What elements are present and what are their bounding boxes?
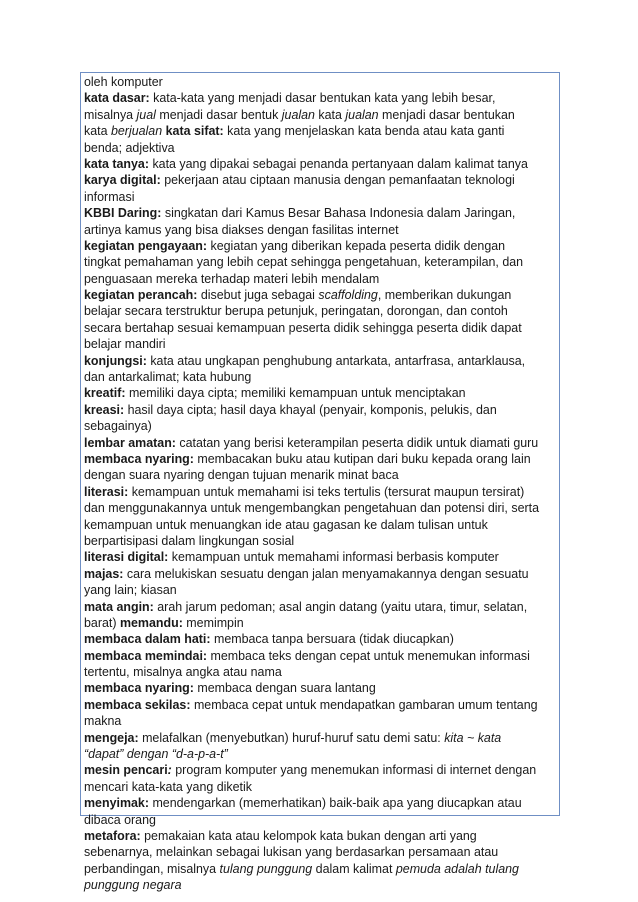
glossary-text: membaca tanpa bersuara (tidak diucapkan) <box>210 632 454 647</box>
glossary-text: dengan suara nyaring dengan tujuan menarik minat baca <box>84 468 399 483</box>
glossary-line <box>84 336 557 352</box>
glossary-line <box>84 369 557 385</box>
glossary-text: menjadi dasar bentuk <box>155 107 282 122</box>
glossary-text: , memberikan dukungan <box>377 288 512 303</box>
glossary-text: membaca cepat untuk mendapatkan gambaran umum tentang <box>190 697 538 712</box>
glossary-line <box>84 385 557 401</box>
glossary-text-box <box>80 72 560 893</box>
glossary-term: kreatif: <box>84 386 126 401</box>
glossary-text: tingkat pemahaman yang lebih cepat sehingga pengetahuan, keterampilan, dan <box>84 255 524 270</box>
glossary-line <box>84 222 557 238</box>
glossary-line <box>84 451 557 467</box>
glossary-text: “dapat” dengan “d-a-p-a-t” <box>84 747 228 762</box>
glossary-term: konjungsi: <box>84 353 147 368</box>
glossary-text: membaca teks dengan cepat untuk menemukan informasi <box>207 648 530 663</box>
glossary-text: pekerjaan atau ciptaan manusia dengan pemanfaatan teknologi <box>160 173 515 188</box>
glossary-line <box>84 549 557 565</box>
glossary-text: jual <box>136 107 156 122</box>
glossary-line <box>84 140 557 156</box>
glossary-line <box>84 123 557 139</box>
glossary-text: kemampuan untuk memahami isi teks tertulis (tersurat maupun tersirat) <box>128 484 525 499</box>
glossary-text: penguasaan mereka terhadap materi lebih mendalam <box>84 271 380 286</box>
glossary-text: kata <box>84 124 111 139</box>
glossary-term: lembar amatan: <box>84 435 176 450</box>
glossary-line <box>84 828 557 844</box>
glossary-line <box>84 730 557 746</box>
glossary-text: sebagainya) <box>84 419 152 434</box>
glossary-line <box>84 713 557 729</box>
glossary-line <box>84 484 557 500</box>
glossary-line <box>84 861 557 877</box>
glossary-line <box>84 599 557 615</box>
glossary-text: punggung negara <box>84 878 182 893</box>
glossary-text: belajar secara terstruktur berupa petunjuk, peringatan, dorongan, dan contoh <box>84 304 508 319</box>
glossary-text: arah jarum pedoman; asal angin datang (yaitu utara, timur, selatan, <box>153 599 528 614</box>
glossary-line <box>84 697 557 713</box>
glossary-line <box>84 746 557 762</box>
glossary-text: dibaca orang <box>84 812 156 827</box>
glossary-line <box>84 107 557 123</box>
glossary-text: menjadi dasar bentukan <box>378 107 515 122</box>
glossary-line <box>84 762 557 778</box>
glossary-term: literasi digital: <box>84 550 169 565</box>
glossary-text: kata <box>314 107 346 122</box>
glossary-line <box>84 779 557 795</box>
glossary-text: mencari kata-kata yang diketik <box>84 779 252 794</box>
glossary-term: kegiatan pengayaan: <box>84 238 208 253</box>
glossary-text: dan menggunakannya untuk mengembangkan pengetahuan dan potensi diri, serta <box>84 501 539 516</box>
glossary-text: melafalkan (menyebutkan) huruf-huruf satu demi satu: <box>138 730 445 745</box>
glossary-text: jualan <box>281 107 315 122</box>
glossary-line <box>84 795 557 811</box>
glossary-text: singkatan dari Kamus Besar Bahasa Indonesia dalam Jaringan, <box>161 206 516 221</box>
glossary-text: barat) <box>84 615 120 630</box>
glossary-text: informasi <box>84 189 135 204</box>
glossary-text: dan antarkalimat; kata hubung <box>84 370 252 385</box>
glossary-term: KBBI Daring: <box>84 206 162 221</box>
glossary-line <box>84 238 557 254</box>
glossary-line <box>84 467 557 483</box>
glossary-line <box>84 287 557 303</box>
glossary-term: mengeja: <box>84 730 139 745</box>
glossary-line <box>84 353 557 369</box>
glossary-text: berjualan <box>110 124 163 139</box>
glossary-term: menyimak: <box>84 796 149 811</box>
glossary-term: : <box>167 763 172 778</box>
glossary-term: kata dasar: <box>84 91 150 106</box>
glossary-text: membacakan buku atau kutipan dari buku kepada orang lain <box>193 451 531 466</box>
glossary-line <box>84 320 557 336</box>
glossary-text: memiliki daya cipta; memiliki kemampuan untuk menciptakan <box>125 386 466 401</box>
glossary-term: kata tanya: <box>84 156 149 171</box>
glossary-text: yang lain; kiasan <box>84 583 177 598</box>
glossary-line <box>84 205 557 221</box>
glossary-line <box>84 402 557 418</box>
glossary-text: kemampuan untuk menuangkan ide atau gagasan ke dalam tulisan untuk <box>84 517 488 532</box>
glossary-term: membaca dalam hati: <box>84 632 211 647</box>
glossary-text: cara melukiskan sesuatu dengan jalan menyamakannya dengan sesuatu <box>123 566 529 581</box>
glossary-text: kata-kata yang menjadi dasar bentukan kata yang lebih besar, <box>149 91 496 106</box>
glossary-line <box>84 435 557 451</box>
glossary-term: karya digital: <box>84 173 161 188</box>
glossary-text: dalam kalimat <box>312 861 396 876</box>
glossary-line <box>84 418 557 434</box>
glossary-line <box>84 844 557 860</box>
glossary-text: kita ~ kata <box>444 730 502 745</box>
glossary-line <box>84 664 557 680</box>
glossary-term: metafora: <box>84 828 141 843</box>
glossary-term: membaca sekilas: <box>84 697 191 712</box>
glossary-line <box>84 615 557 631</box>
glossary-line <box>84 680 557 696</box>
glossary-term: kreasi: <box>84 402 125 417</box>
glossary-line <box>84 90 557 106</box>
glossary-text: oleh komputer <box>84 75 163 89</box>
glossary-text: hasil daya cipta; hasil daya khayal (penyair, komponis, pelukis, dan <box>124 402 497 417</box>
glossary-line <box>84 648 557 664</box>
glossary-term: mesin pencari <box>84 763 168 778</box>
glossary-text: kata yang menjelaskan kata benda atau kata ganti <box>223 124 505 139</box>
glossary-line <box>84 812 557 828</box>
glossary-text: benda; adjektiva <box>84 140 175 155</box>
glossary-text: sebenarnya, melainkan sebagai lukisan yang berdasarkan persamaan atau <box>84 845 499 860</box>
glossary-text: berpartisipasi dalam lingkungan sosial <box>84 533 295 548</box>
glossary-text: belajar mandiri <box>84 337 166 352</box>
glossary-text: membaca dengan suara lantang <box>193 681 376 696</box>
glossary-term: kegiatan perancah: <box>84 288 198 303</box>
glossary-text: kemampuan untuk memahami informasi berbasis komputer <box>168 550 499 565</box>
glossary-term: membaca memindai: <box>84 648 208 663</box>
glossary-text: perbandingan, misalnya <box>84 861 220 876</box>
glossary-text: makna <box>84 714 122 729</box>
glossary-text: kata yang dipakai sebagai penanda pertanyaan dalam kalimat tanya <box>148 156 528 171</box>
glossary-line <box>84 877 557 893</box>
glossary-text: misalnya <box>84 107 137 122</box>
glossary-text: pemuda adalah tulang <box>395 861 519 876</box>
glossary-line <box>84 500 557 516</box>
glossary-line <box>84 271 557 287</box>
glossary-text: mendengarkan (memerhatikan) baik-baik apa yang diucapkan atau <box>148 796 522 811</box>
glossary-text: pemakaian kata atau kelompok kata bukan dengan arti yang <box>140 828 477 843</box>
glossary-line <box>84 517 557 533</box>
glossary-text: tulang punggung <box>219 861 313 876</box>
glossary-text: program komputer yang menemukan informasi di internet dengan <box>171 763 537 778</box>
glossary-line <box>84 254 557 270</box>
glossary-line <box>84 74 557 90</box>
glossary-line <box>84 189 557 205</box>
glossary-text: jualan <box>345 107 379 122</box>
glossary-term: mata angin: <box>84 599 154 614</box>
glossary-line <box>84 566 557 582</box>
glossary-text: memimpin <box>182 615 244 630</box>
glossary-term: kata sifat: <box>165 124 224 139</box>
glossary-text: secara bertahap sesuai kemampuan peserta didik sehingga peserta didik dapat <box>84 320 522 335</box>
glossary-term: literasi: <box>84 484 129 499</box>
glossary-text: kegiatan yang diberikan kepada peserta didik dengan <box>207 238 506 253</box>
glossary-line <box>84 156 557 172</box>
glossary-line <box>84 172 557 188</box>
glossary-text: disebut juga sebagai <box>197 288 319 303</box>
glossary-term: majas: <box>84 566 124 581</box>
glossary-line <box>84 303 557 319</box>
glossary-text: kata atau ungkapan penghubung antarkata, antarfrasa, antarklausa, <box>146 353 526 368</box>
glossary-text: tertentu, misalnya angka atau nama <box>84 665 282 680</box>
glossary-text: scaffolding <box>318 288 378 303</box>
glossary-line <box>84 533 557 549</box>
glossary-term: memandu: <box>119 615 183 630</box>
glossary-line <box>84 631 557 647</box>
glossary-text: artinya kamus yang bisa diakses dengan fasilitas internet <box>84 222 399 237</box>
glossary-line <box>84 582 557 598</box>
glossary-term: membaca nyaring: <box>84 451 194 466</box>
glossary-text: catatan yang berisi keterampilan peserta didik untuk diamati guru <box>175 435 539 450</box>
glossary-term: membaca nyaring: <box>84 681 194 696</box>
